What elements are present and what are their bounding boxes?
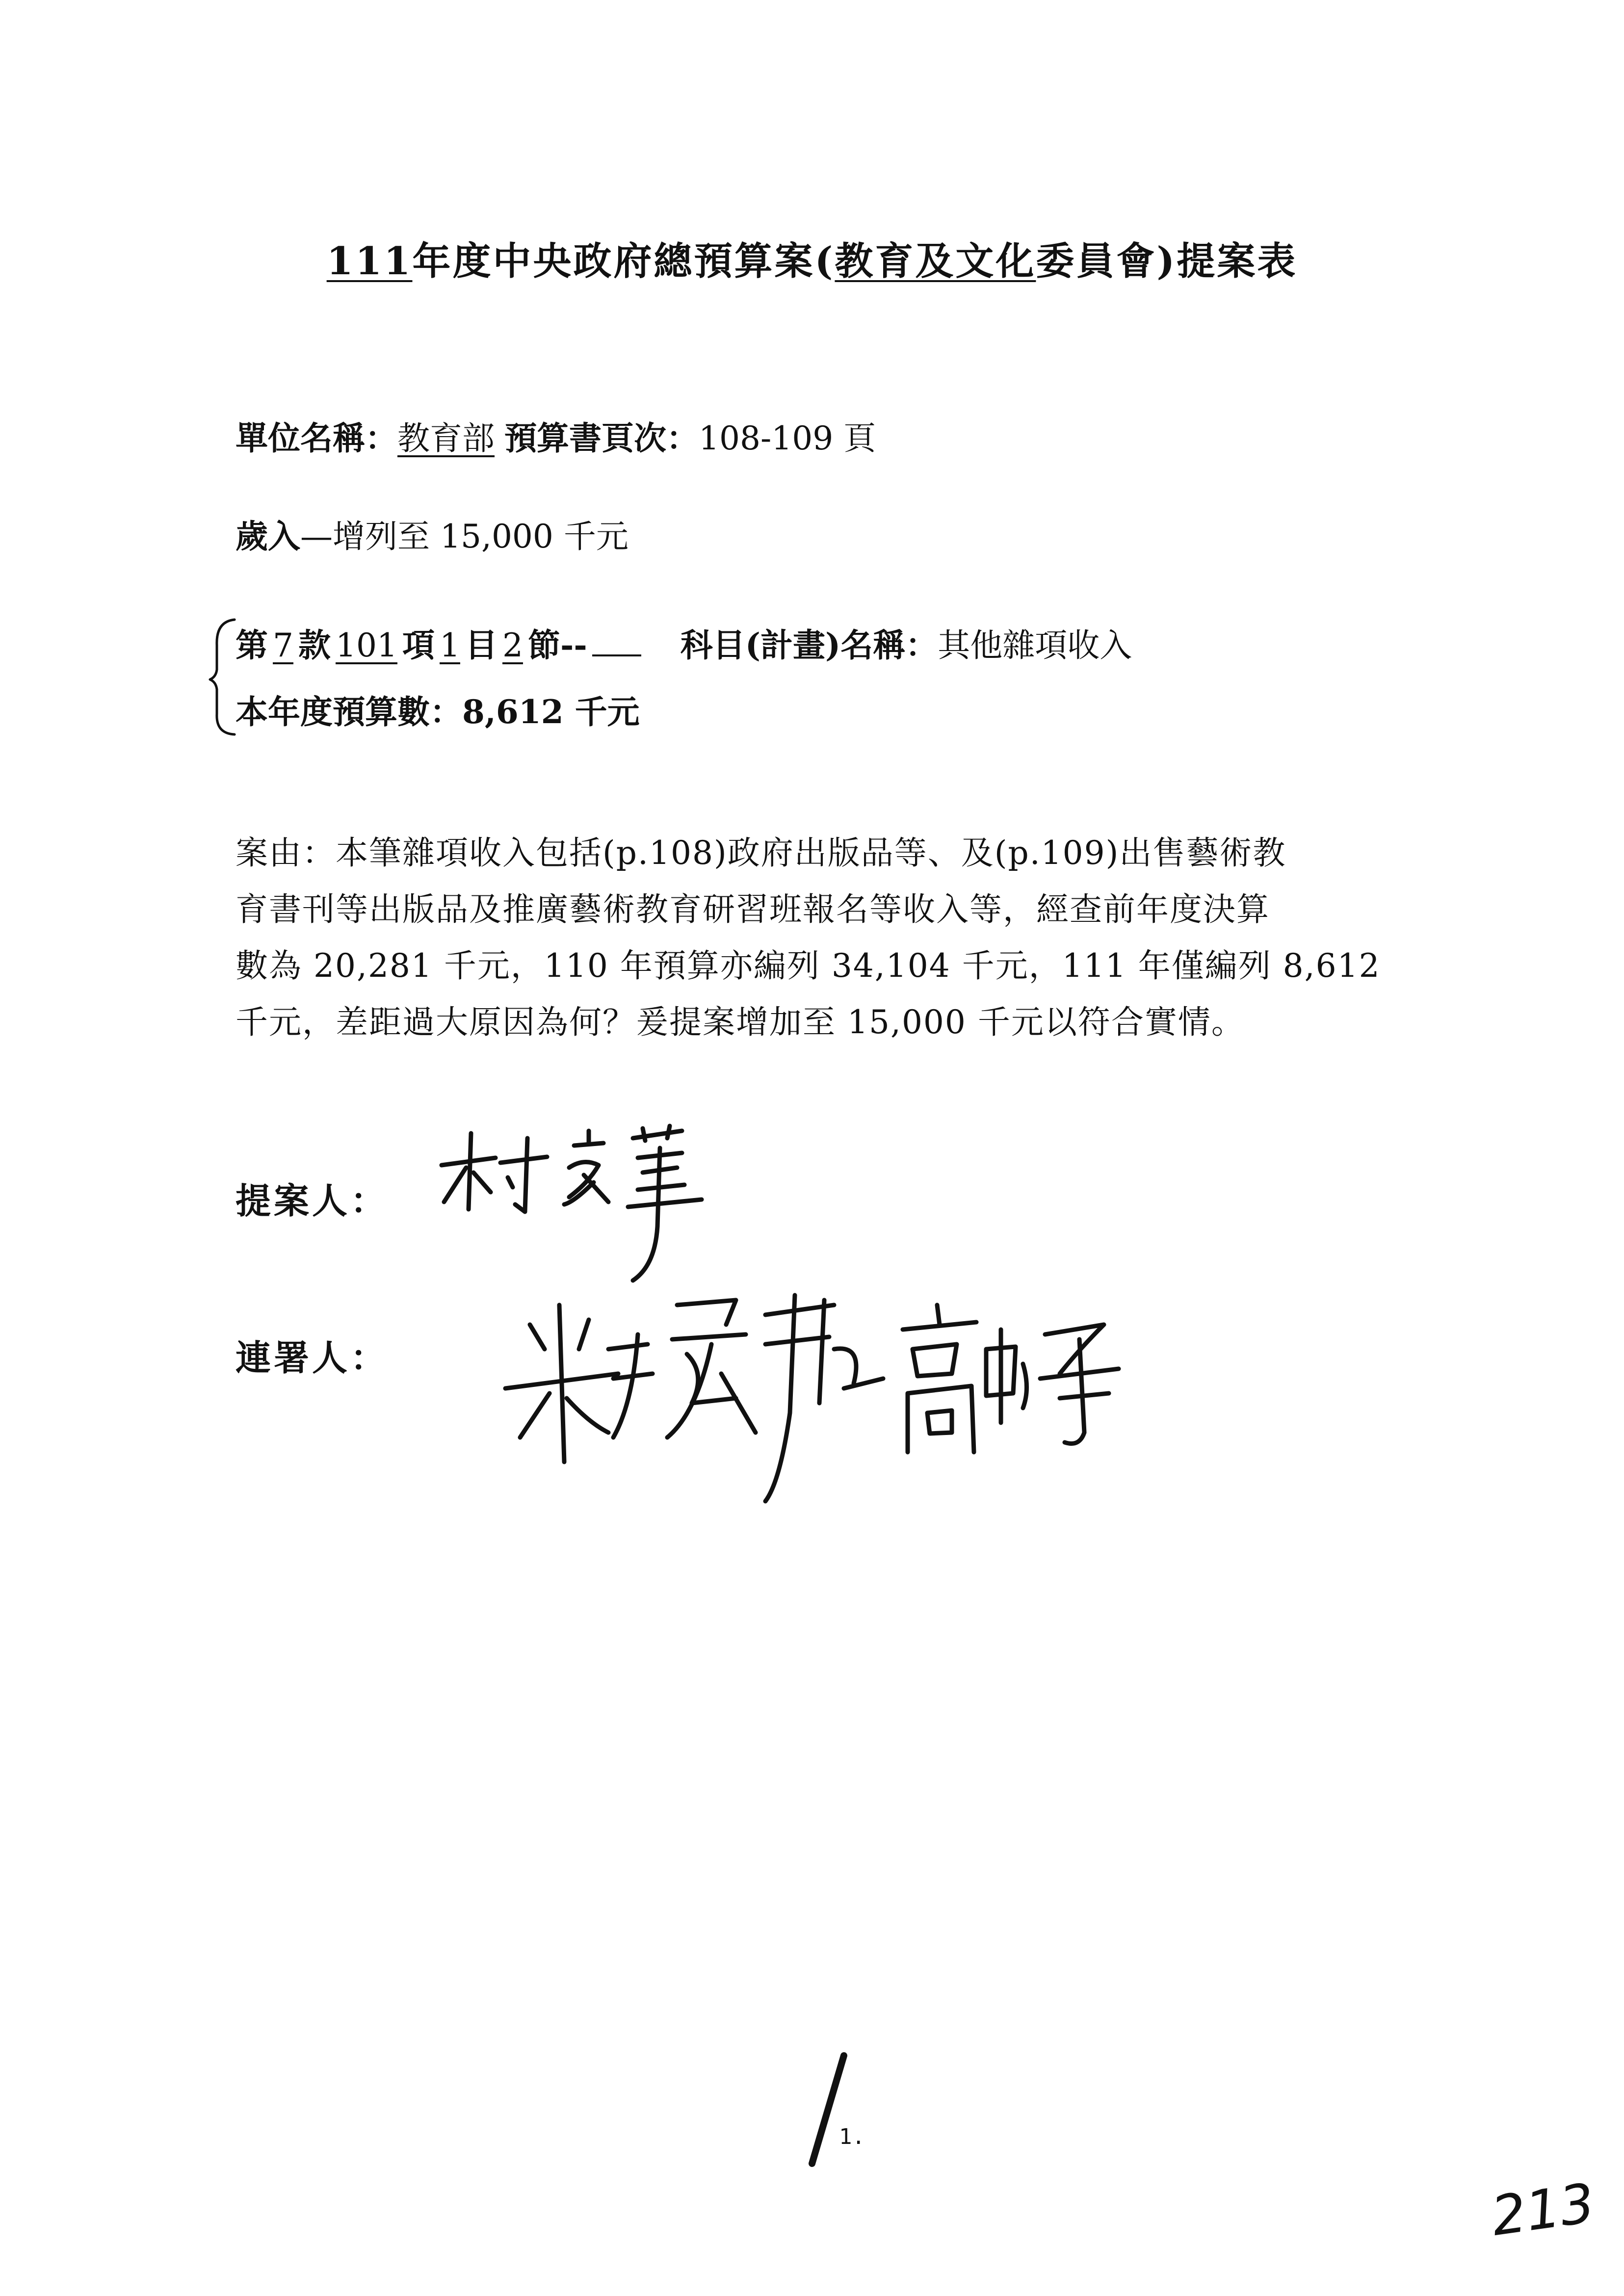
title-year: 111 [326, 239, 413, 284]
corner-note: 213 [1488, 2171, 1598, 2248]
reason-line-3: 數為 20,281 千元，110 年預算亦編列 34,104 千元，111 年僅編列 8,612 [236, 947, 1381, 985]
cosigner-signatures [491, 1276, 1138, 1550]
item-kuan: 7 [273, 626, 293, 664]
subject-label: 科目(計畫)名稱： [680, 626, 938, 664]
revenue-line [236, 510, 629, 557]
title-end: 委員會)提案表 [1036, 239, 1298, 284]
revenue-text: —增列至 15,000 千元 [300, 518, 629, 555]
cosigner-label: 連署人： [236, 1337, 389, 1379]
revenue-label: 歲入 [236, 517, 300, 555]
title-mid: 年度中央政府總預算案( [412, 239, 835, 284]
item-kuan-label: 款 [298, 626, 331, 664]
reason-line-2: 育書刊等出版品及推廣藝術教育研習班報名等收入等，經查前年度決算 [236, 890, 1270, 928]
page-value: 108-109 頁 [699, 419, 876, 457]
item-xiang-label: 項 [402, 626, 435, 664]
item-jie-label: 節-- [527, 626, 587, 664]
item-mu: 1 [439, 626, 460, 664]
item-jie: 2 [502, 626, 523, 664]
handwritten-page-mark [800, 2046, 859, 2173]
subject-value: 其他雜項收入 [938, 626, 1132, 664]
reason-line-1: 案由：本筆雜項收入包括(p.108)政府出版品等、及(p.109)出售藝術教 [236, 834, 1286, 872]
item-xiang: 101 [336, 626, 397, 664]
unit-label: 單位名稱： [236, 419, 397, 457]
budget-line [236, 686, 640, 732]
item-prefix: 第 [236, 626, 268, 664]
unit-value: 教育部 [397, 419, 495, 457]
item-line [236, 619, 1132, 666]
title-committee: 教育及文化 [835, 239, 1036, 284]
page-number: 1. [839, 2124, 865, 2149]
page-label: 預算書頁次： [504, 419, 699, 457]
proposer-label: 提案人： [236, 1180, 389, 1222]
reason-line-4: 千元，差距過大原因為何？爰提案增加至 15,000 千元以符合實情。 [236, 1003, 1245, 1041]
unit-line [236, 412, 876, 459]
budget-value: 8,612 千元 [462, 693, 640, 731]
item-blank [592, 627, 641, 656]
item-mu-label: 目 [465, 626, 498, 664]
document-title [0, 231, 1624, 286]
budget-label: 本年度預算數： [236, 693, 462, 731]
